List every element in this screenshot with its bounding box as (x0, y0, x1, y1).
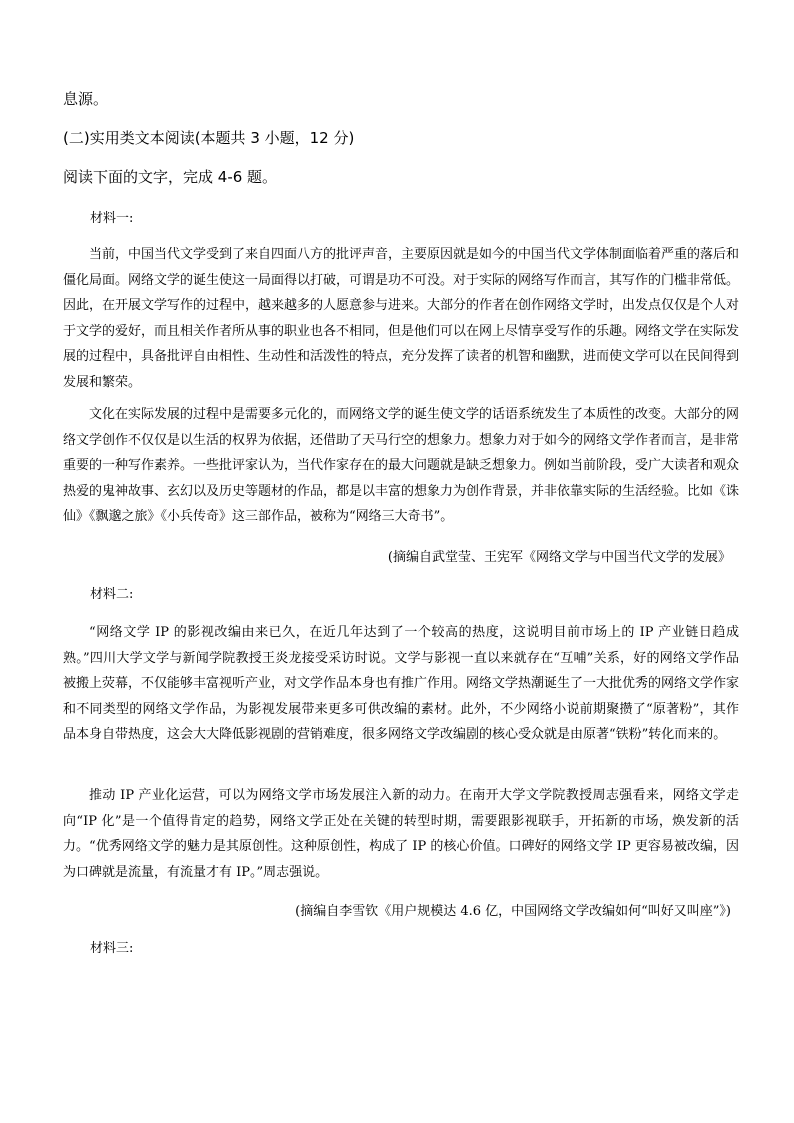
section-title: (二)实用类文本阅读(本题共 3 小题，12 分) (63, 129, 355, 147)
material2-label: 材料二: (90, 587, 134, 602)
reading-instruction: 阅读下面的文字，完成 4-6 题。 (63, 168, 278, 186)
material2-source: (摘编自李雪钦《用户规模达 4.6 亿，中国网络文学改编如何“叫好又叫座”》) (295, 904, 731, 919)
material3-label: 材料三: (90, 941, 134, 956)
material2-paragraph-2: 推动 IP 产业化运营，可以为网络文学市场发展注入新的动力。在南开大学文学院教授周志强看来，网络文学走向“IP 化”是一个值得肯定的趋势，网络文学正处在关键的转型时期，需要跟影视联手，开拓新的市场，焕发新的活力。“优秀网络文学的魅力是其原创性。这种原创性，构成了 IP 的核心价值。口碑好的网络文学 IP 更容易被改编，因为口碑就是流量，有流量才有 IP。”周志强说。 (63, 788, 739, 880)
material1-label: 材料一: (90, 211, 134, 226)
material1-paragraph-2: 文化在实际发展的过程中是需要多元化的，而网络文学的诞生使文学的话语系统发生了本质性的改变。大部分的网络文学创作不仅仅是以生活的权界为依据，还借助了天马行空的想象力。想象力对于如今的网络文学作者而言，是非常重要的一种写作素养。一些批评家认为，当代作家存在的最大问题就是缺乏想象力。例如当前阶段，受广大读者和观众热爱的鬼神故事、玄幻以及历史等题材的作品，都是以丰富的想象力为创作背景，并非依靠实际的生活经验。比如《诛仙》《飘邈之旅》《小兵传奇》这三部作品，被称为“网络三大奇书”。 (63, 407, 740, 525)
previous-text-ending: 息源。 (63, 90, 109, 108)
material1-source: (摘编自武堂莹、王宪军《网络文学与中国当代文学的发展》 (387, 550, 731, 565)
material2-paragraph-1: “网络文学 IP 的影视改编由来已久，在近几年达到了一个较高的热度，这说明目前市场上的 IP 产业链日趋成熟。”四川大学文学与新闻学院教授王炎龙接受采访时说。文学与影视一直以来就存在“互哺”关系，好的网络文学作品被搬上荧幕，不仅能够丰富视听产业，对文学作品本身也有推广作用。网络文学热潮诞生了一大批优秀的网络文学作家和不同类型的网络文学作品，为影视发展带来更多可供改编的素材。此外，不少网络小说前期聚攒了“原著粉”，其作品本身自带热度，这会大大降低影视剧的营销难度，很多网络文学改编剧的核心受众就是由原著“铁粉”转化而来的。 (63, 625, 740, 743)
material1-paragraph-1: 当前，中国当代文学受到了来自四面八方的批评声音，主要原因就是如今的中国当代文学体制面临着严重的落后和僵化局面。网络文学的诞生使这一局面得以打破，可谓是功不可没。对于实际的网络写作而言，其写作的门槛非常低。因此，在开展文学写作的过程中，越来越多的人愿意参与进来。大部分的作者在创作网络文学时，出发点仅仅是个人对于文学的爱好，而且相关作者所从事的职业也各不相同，但是他们可以在网上尽情享受写作的乐趣。网络文学在实际发展的过程中，具备批评自由相性、生动性和活泼性的特点，充分发挥了读者的机智和幽默，进而使文学可以在民间得到发展和繁荣。 (63, 247, 740, 390)
